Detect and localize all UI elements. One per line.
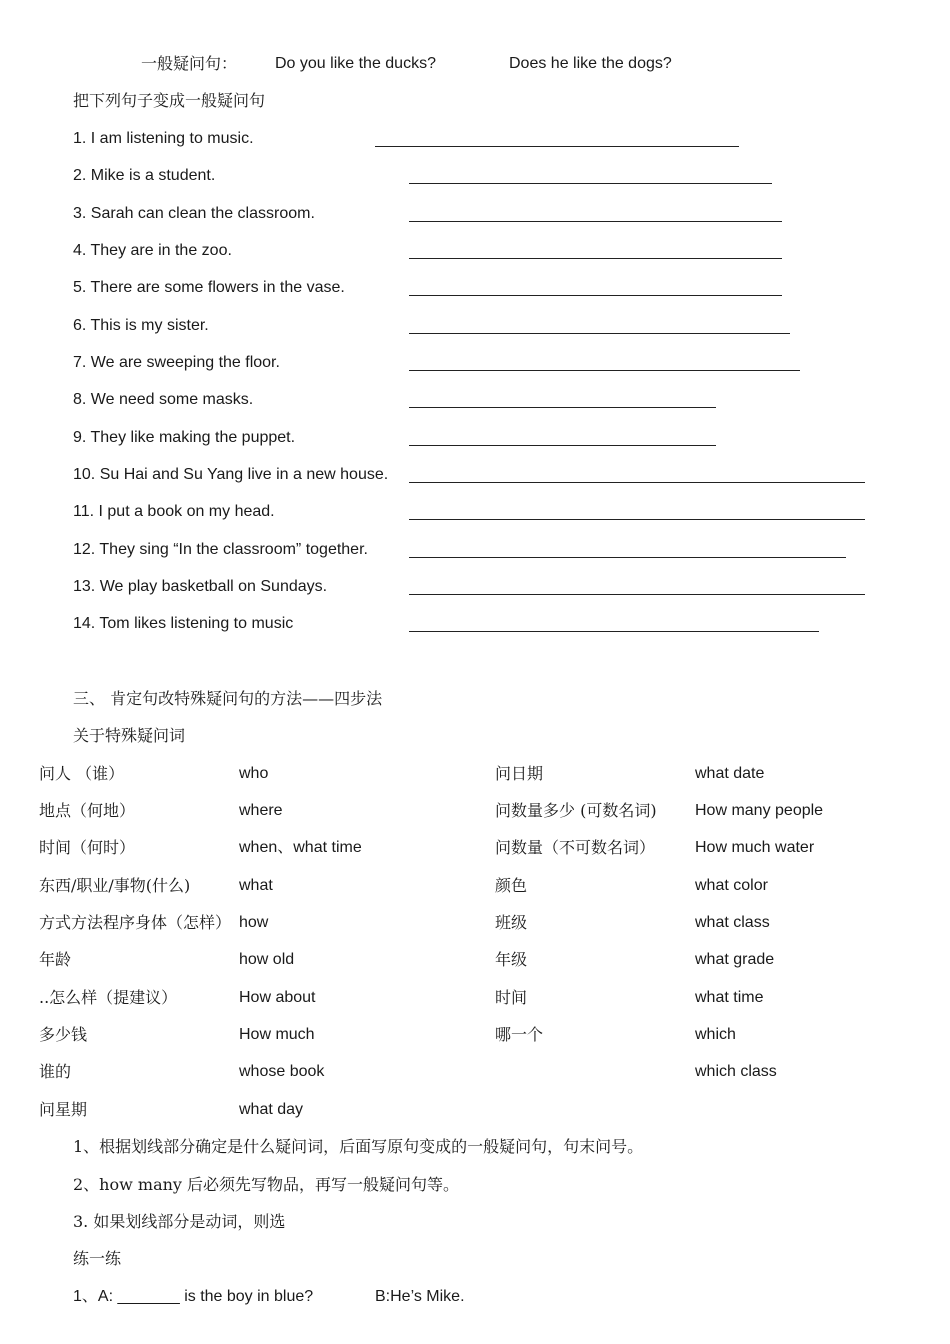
table-cell-en: who [239,765,269,782]
table-cell-en: how [239,914,269,931]
exercise-item: 3. Sarah can clean the classroom. [73,205,315,222]
table-cell-cn: 问数量多少 (可数名词) [495,801,657,820]
rule-item: 2、how many 后必须先写物品，再写一般疑问句等。 [73,1175,460,1194]
table-cell-en: How many people [695,802,824,819]
table-cell-en: what time [695,989,764,1006]
table-cell-cn: 班级 [495,913,528,932]
table-cell-en: what [239,877,273,894]
table-cell-cn: 时间（何时） [39,838,136,857]
rule-item: 1、根据划线部分确定是什么疑问词，后面写原句变成的一般疑问句，句末问号。 [73,1137,644,1156]
answer-line[interactable] [409,631,819,632]
practice-title: 练一练 [73,1249,122,1268]
table-cell-cn: 东西/职业/事物(什么) [39,876,191,895]
rule-item: 3. 如果划线部分是动词，则选 [73,1212,286,1231]
section-subtitle: 关于特殊疑问词 [73,726,186,745]
table-cell-en: How about [239,989,316,1006]
table-cell-cn: 问星期 [39,1100,88,1119]
table-row [0,801,950,821]
table-cell-en: How much [239,1026,315,1043]
table-row [0,1025,950,1045]
answer-line[interactable] [409,183,772,184]
answer-line[interactable] [409,594,865,595]
answer-line[interactable] [409,295,782,296]
answer-line[interactable] [409,370,800,371]
table-cell-cn: 时间 [495,988,528,1007]
section-title: 三、 肯定句改特殊疑问句的方法——四步法 [73,689,383,708]
answer-line[interactable] [409,445,716,446]
table-cell-en: How much water [695,839,815,856]
table-cell-en: what class [695,914,770,931]
table-cell-cn: 地点（何地） [39,801,136,820]
table-cell-en: whose book [239,1063,325,1080]
table-row [0,764,950,784]
table-row [0,876,950,896]
table-cell-en: where [239,802,283,819]
table-row [0,913,950,933]
answer-line[interactable] [409,333,790,334]
exercise-item: 6. This is my sister. [73,317,209,334]
answer-line[interactable] [409,519,865,520]
table-cell-en: which class [695,1063,777,1080]
table-cell-en: what color [695,877,768,894]
exercise-item: 9. They like making the puppet. [73,429,296,446]
table-cell-cn: 哪一个 [495,1025,544,1044]
answer-line[interactable] [409,407,716,408]
practice-question: 1、A: _______ is the boy in blue? [73,1288,314,1305]
answer-line[interactable] [409,258,782,259]
answer-line[interactable] [375,146,739,147]
table-cell-cn: 多少钱 [39,1025,88,1044]
header-example-2: Does he like the dogs? [509,55,672,72]
table-cell-cn: 年级 [495,950,528,969]
table-cell-cn: 问数量（不可数名词） [495,838,656,857]
header-example-1: Do you like the ducks? [275,55,436,72]
exercise-item: 14. Tom likes listening to music [73,615,294,632]
table-cell-en: what day [239,1101,304,1118]
answer-line[interactable] [409,482,865,483]
table-row [0,838,950,858]
table-cell-cn: 颜色 [495,876,528,895]
table-cell-cn: 问日期 [495,764,544,783]
table-cell-cn: ..怎么样（提建议） [39,988,178,1007]
exercise-item: 7. We are sweeping the floor. [73,354,280,371]
table-row [0,950,950,970]
table-cell-en: what date [695,765,765,782]
table-cell-en: when、what time [239,839,362,856]
table-cell-en: what grade [695,951,775,968]
table-row [0,1100,950,1120]
exercise-instruction: 把下列句子变成一般疑问句 [73,91,266,110]
answer-line[interactable] [409,221,782,222]
exercise-item: 11. I put a book on my head. [73,503,275,520]
exercise-item: 2. Mike is a student. [73,167,216,184]
practice-answer: B:He’s Mike. [375,1288,465,1305]
table-cell-en: how old [239,951,295,968]
table-cell-en: which [695,1026,736,1043]
table-cell-cn: 问人 （谁） [39,764,125,783]
table-cell-cn: 年龄 [39,950,72,969]
table-cell-cn: 谁的 [39,1062,72,1081]
table-row [0,1062,950,1082]
exercise-item: 4. They are in the zoo. [73,242,232,259]
answer-line[interactable] [409,557,846,558]
table-row [0,988,950,1008]
exercise-item: 8. We need some masks. [73,391,254,408]
exercise-item: 13. We play basketball on Sundays. [73,578,328,595]
exercise-item: 5. There are some flowers in the vase. [73,279,345,296]
exercise-item: 12. They sing “In the classroom” together. [73,541,368,558]
exercise-item: 1. I am listening to music. [73,130,254,147]
exercise-item: 10. Su Hai and Su Yang live in a new house. [73,466,389,483]
table-cell-cn: 方式方法程序身体（怎样） [39,913,232,932]
header-label: 一般疑问句： [141,54,238,73]
